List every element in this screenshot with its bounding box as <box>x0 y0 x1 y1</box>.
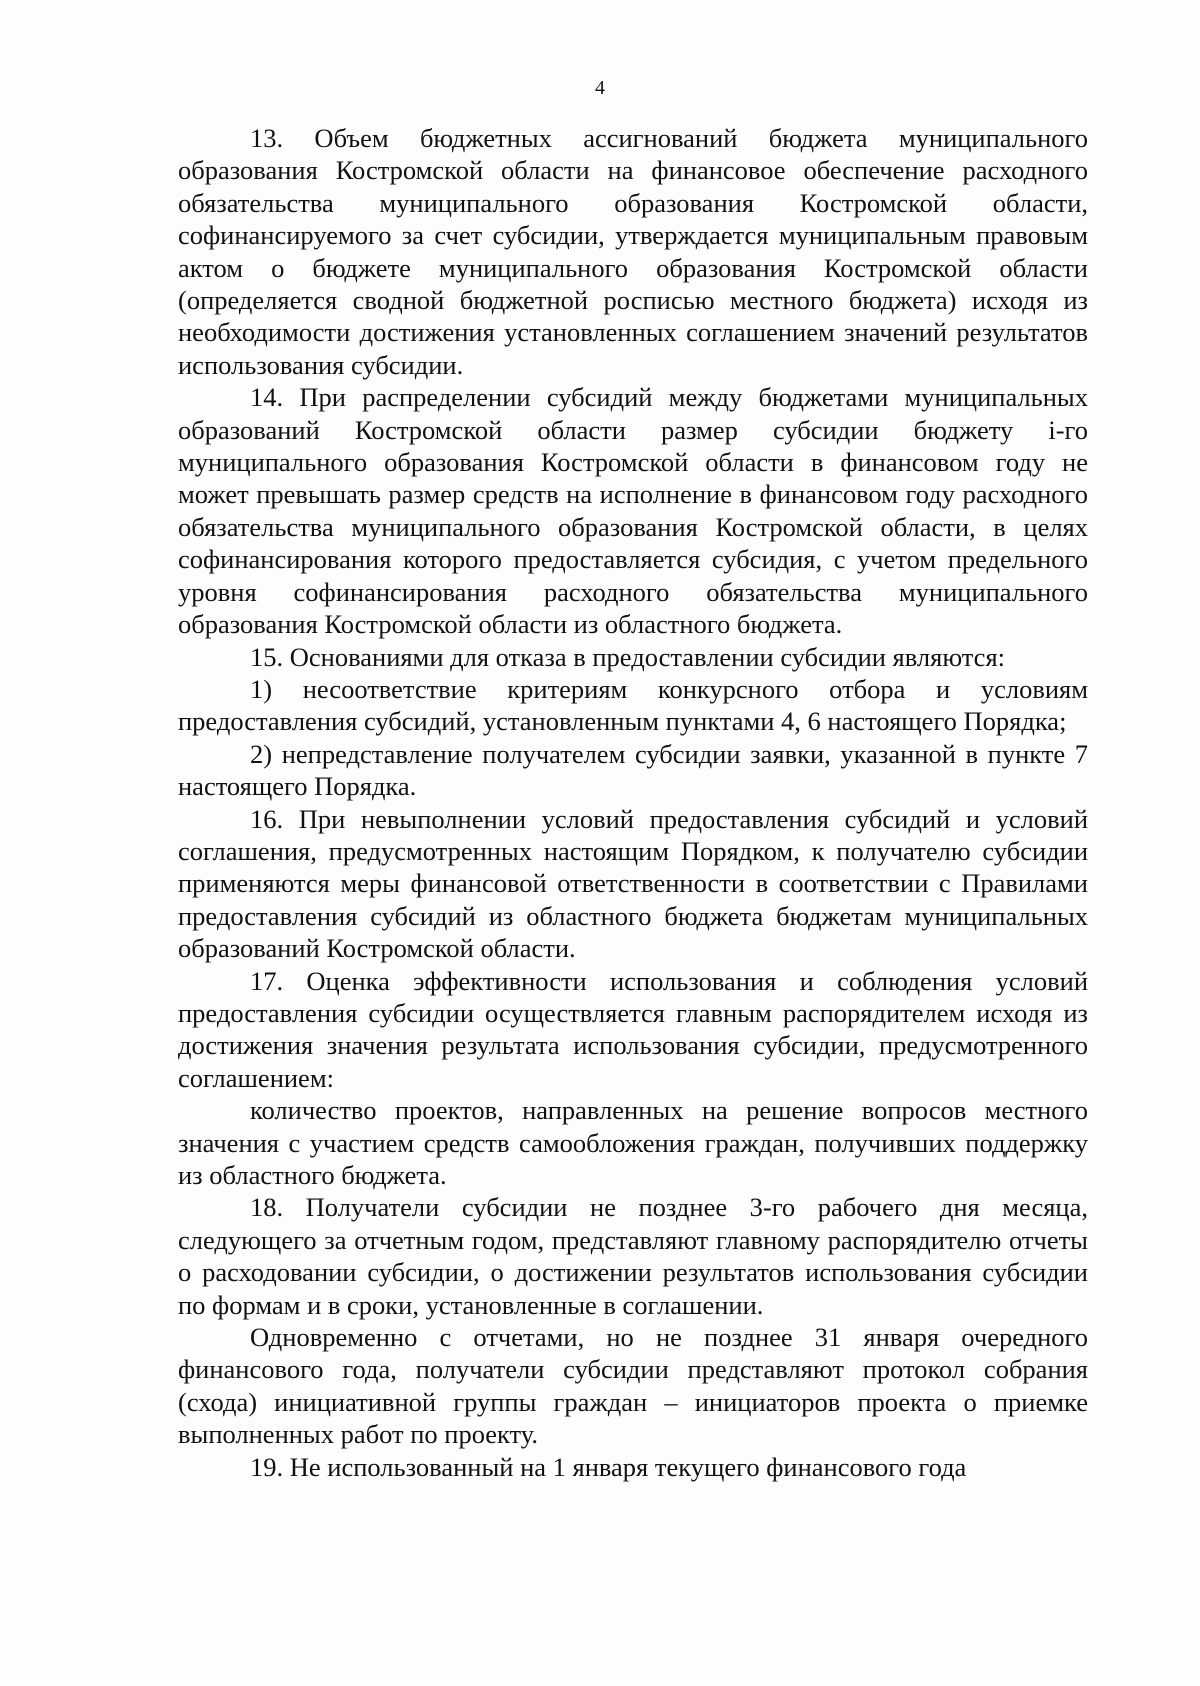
paragraph-16: 16. При невыполнении условий предоставления субсидий и условий соглашения, предусмотренных настоящим Порядком, к получателю субсидии применяются меры финансовой ответственности в соответствии с Правилами предоставления субсидий из областного бюджета бюджетам муниципальных образований Костромской области. <box>178 803 1088 964</box>
paragraph-17: 17. Оценка эффективности использования и соблюдения условий предоставления субсидии осуществляется главным распорядителем исходя из достижения значения результата использования субсидии, предусмотренного соглашением: <box>178 965 1088 1093</box>
paragraph-19: 19. Не использованный на 1 января текущего финансового года <box>250 1451 967 1482</box>
paragraph-15-item-1: 1) несоответствие критериям конкурсного отбора и условиям предоставления субсидий, установленным пунктами 4, 6 настоящего Порядка; <box>178 673 1088 737</box>
paragraph-18-continuation: Одновременно с отчетами, но не позднее 31 января очередного финансового года, получатели субсидии представляют протокол собрания (схода) инициативной группы граждан – инициаторов проекта о приемке выполненных работ по проекту. <box>178 1322 1088 1450</box>
paragraph-18: 18. Получатели субсидии не позднее 3-го рабочего дня месяца, следующего за отчетным годом, представляют главному распорядителю отчеты о расходовании субсидии, о достижении результатов использования субсидии по формам и в сроки, установленные в соглашении. <box>178 1192 1088 1320</box>
paragraph-14: 14. При распределении субсидий между бюджетами муниципальных образований Костромской области размер субсидии бюджету i-го муниципального образования Костромской области в финансовом году не может превышать размер средств на исполнение в финансовом году расходного обязательства муниципального образования Костромской области, в целях софинансирования которого предоставляется субсидия, с учетом предельного уровня софинансирования расходного обязательства муниципального образования Костромской области из областного бюджета. <box>178 382 1088 640</box>
page-number: 4 <box>595 77 605 99</box>
paragraph-13: 13. Объем бюджетных ассигнований бюджета муниципального образования Костромской области на финансовое обеспечение расходного обязательства муниципального образования Костромской области, софинансируемого за счет субсидии, утверждается муниципальным правовым актом о бюджете муниципального образования Костромской области (определяется сводной бюджетной росписью местного бюджета) исходя из необходимости достижения установленных соглашением значений результатов использования субсидии. <box>178 123 1088 380</box>
document-body <box>178 122 1088 1483</box>
paragraph-17-indicator: количество проектов, направленных на решение вопросов местного значения с участием средств самообложения граждан, получивших поддержку из областного бюджета. <box>178 1095 1088 1190</box>
paragraph-15: 15. Основаниями для отказа в предоставлении субсидии являются: <box>250 641 1005 672</box>
paragraph-15-item-2: 2) непредставление получателем субсидии заявки, указанной в пункте 7 настоящего Порядка. <box>178 738 1088 802</box>
